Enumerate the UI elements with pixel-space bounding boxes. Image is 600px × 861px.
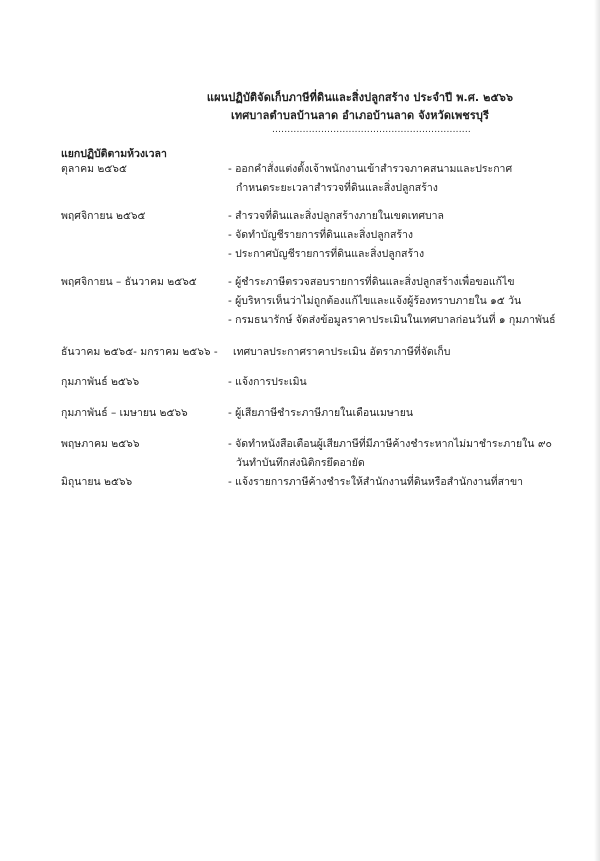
period-label: พฤศจิกายน – ธันวาคม ๒๕๖๕ <box>61 276 197 288</box>
task-item: - ผู้เสียภาษีชำระภาษีภายในเดือนเมษายน <box>228 407 414 419</box>
title-divider: ................................................................. <box>272 125 471 135</box>
task-list <box>228 473 523 492</box>
task-list <box>228 160 512 198</box>
period-label: ตุลาคม ๒๕๖๕ <box>61 163 127 175</box>
task-item: - ประกาศบัญชีรายการที่ดินและสิ่งปลูกสร้าง <box>228 248 425 260</box>
task-list <box>228 273 555 330</box>
period-label: ธันวาคม ๒๕๖๕- มกราคม ๒๕๖๖ - <box>61 346 218 358</box>
task-list <box>228 207 444 264</box>
task-list <box>233 343 450 362</box>
task-list <box>228 404 413 423</box>
period-label: มิถุนายน ๒๕๖๖ <box>61 476 133 488</box>
scan-edge-shadow <box>594 0 600 861</box>
document-title-line2: เทศบาลตำบลบ้านลาด อำเภอบ้านลาด จังหวัดเพชรบุรี <box>231 109 489 122</box>
task-list <box>228 373 307 392</box>
task-item-continuation: กำหนดระยะเวลาสำรวจที่ดินและสิ่งปลูกสร้าง <box>236 182 438 194</box>
task-item: - ออกคำสั่งแต่งตั้งเจ้าพนักงานเข้าสำรวจภาคสนามและประกาศ <box>228 163 513 175</box>
task-list <box>228 435 552 473</box>
task-item: เทศบาลประกาศราคาประเมิน อัตราภาษีที่จัดเก็บ <box>233 346 451 358</box>
task-item: - จัดทำหนังสือเตือนผู้เสียภาษีที่มีภาษีค้างชำระหากไม่มาชำระภายใน ๙๐ <box>228 438 552 450</box>
period-label: พฤศจิกายน ๒๕๖๕ <box>61 210 146 222</box>
section-title: แยกปฏิบัติตามห้วงเวลา <box>61 148 167 160</box>
task-item: - สำรวจที่ดินและสิ่งปลูกสร้างภายในเขตเทศบาล <box>228 210 444 222</box>
task-item: - จัดทำบัญชีรายการที่ดินและสิ่งปลูกสร้าง <box>228 229 414 241</box>
task-item: - ผู้บริหารเห็นว่าไม่ถูกต้องแก้ไขและแจ้งผู้ร้องทราบภายใน ๑๕ วัน <box>228 295 522 307</box>
task-item: - แจ้งรายการภาษีค้างชำระให้สำนักงานที่ดินหรือสำนักงานที่สาขา <box>228 476 524 488</box>
task-item-continuation: วันทำบันทึกส่งนิติกรยึดอายัด <box>236 457 365 469</box>
task-item: - กรมธนารักษ์ จัดส่งข้อมูลราคาประเมินในเทศบาลก่อนวันที่ ๑ กุมภาพันธ์ <box>228 314 556 326</box>
period-label: กุมภาพันธ์ – เมษายน ๒๕๖๖ <box>61 407 188 419</box>
period-label: พฤษภาคม ๒๕๖๖ <box>61 438 140 450</box>
task-item: - แจ้งการประเมิน <box>228 376 307 388</box>
task-item: - ผู้ชำระภาษีตรวจสอบรายการที่ดินและสิ่งปลูกสร้างเพื่อขอแก้ไข <box>228 276 515 288</box>
document-title-line1: แผนปฏิบัติจัดเก็บภาษีที่ดินและสิ่งปลูกสร้าง ประจำปี พ.ศ. ๒๕๖๖ <box>206 91 514 104</box>
period-label: กุมภาพันธ์ ๒๕๖๖ <box>61 376 140 388</box>
